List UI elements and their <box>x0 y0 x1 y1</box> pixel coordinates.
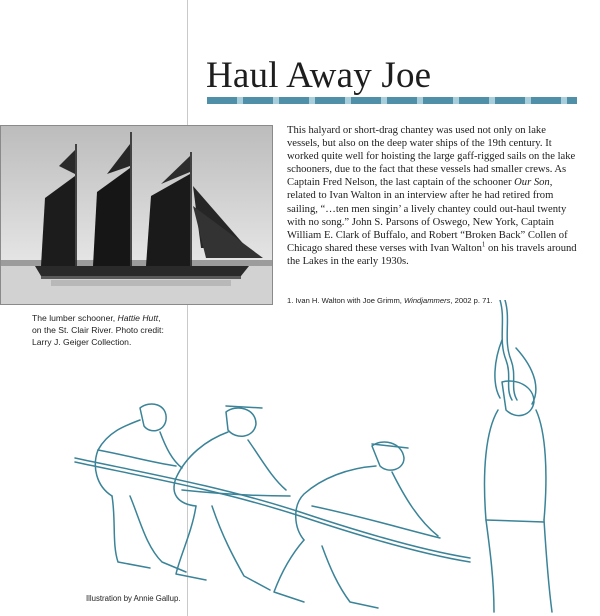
schooner-photo <box>0 125 273 305</box>
illustration-credit: Illustration by Annie Gallup. <box>86 594 181 603</box>
title-underline-bar <box>207 97 577 104</box>
chantey-description: This halyard or short-drag chantey was used not only on lake vessels, but also on the deep water ships of the 19th century. It worked quite well for hoisting the large gaff-rigged sails on the lake schooners, due to the fact that these vessels had smaller crews. As Captain Fred Nelson, the last captain of the schooner Our Son, related to Ivan Walton in an interview after he had retired from sailing, “…ten men singin’ a lively chantey could out-haul twenty with no song.” John S. Parsons of Oswego, New York, Captain William E. Clark of Buffalo, and Robert “Broken Back” Collen of Chicago shared these verses with Ivan Walton$^1$ on his travels around the Lakes in the early 1930s. <box>287 125 577 267</box>
footnote: 1. Ivan H. Walton with Joe Grimm, Windjammers, 2002 p. 71. <box>287 296 493 305</box>
sailors-hauling-illustration <box>0 300 600 616</box>
photo-caption: The lumber schooner, Hattie Hutt, on the St. Clair River. Photo credit: Larry J. Geiger Collection. <box>32 313 164 347</box>
footnote-marker: 1 <box>481 240 486 249</box>
page-title: Haul Away Joe <box>206 55 432 96</box>
